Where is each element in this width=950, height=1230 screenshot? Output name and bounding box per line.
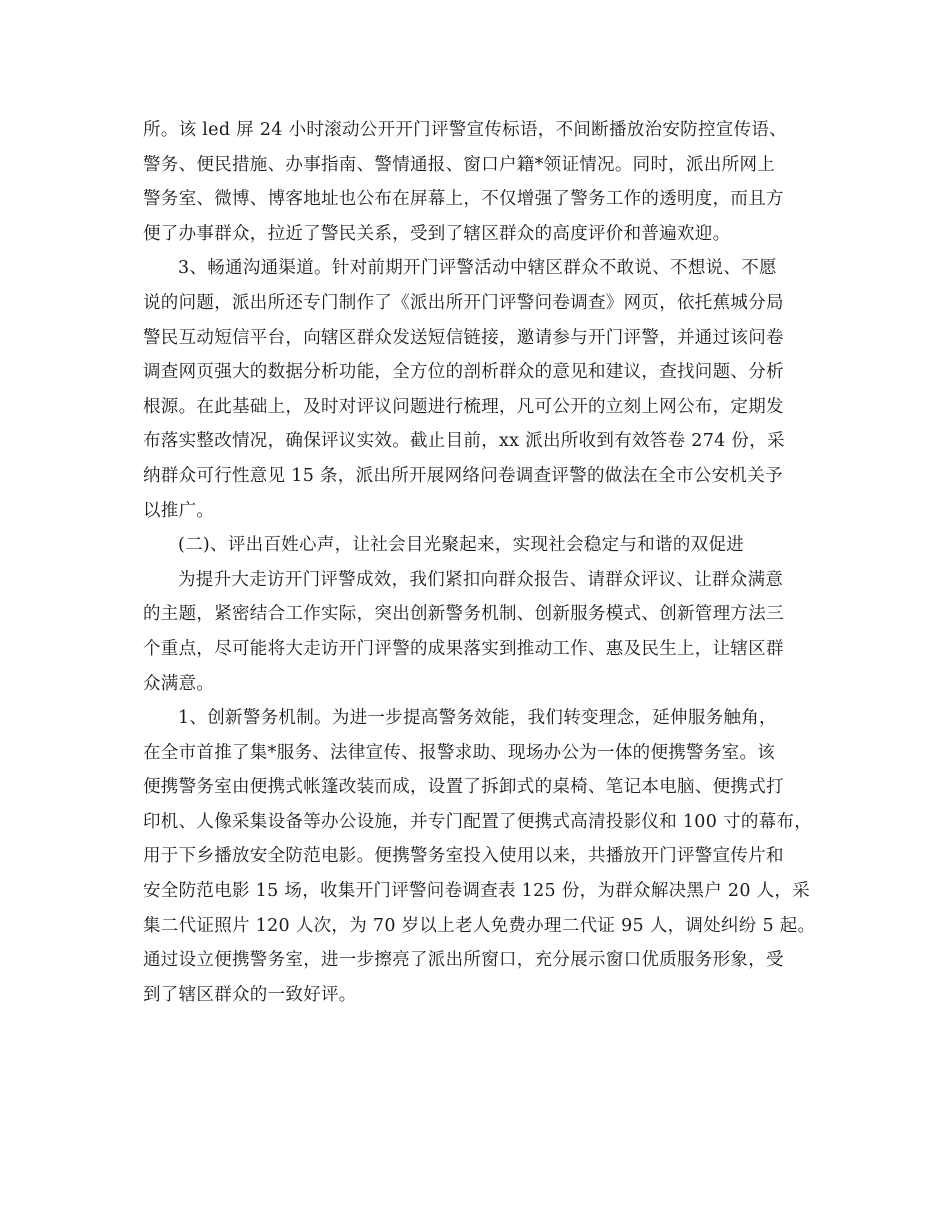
text-line: 为提升大走访开门评警成效，我们紧扣向群众报告、请群众评议、让群众满意 — [178, 569, 784, 590]
text-line: 1、创新警务机制。为进一步提高警务效能，我们转变理念，延伸服务触角， — [178, 708, 777, 729]
text-line: (二)、评出百姓心声，让社会目光聚起来，实现社会稳定与和谐的双促进 — [178, 535, 745, 556]
text-line: 便携警务室由便携式帐篷改装而成，设置了拆卸式的桌椅、笔记本电脑、便携式打 — [143, 777, 784, 798]
text-line: 众满意。 — [143, 673, 215, 694]
text-line: 调查网页强大的数据分析功能，全方位的剖析群众的意见和建议，查找问题、分析 — [143, 362, 784, 383]
text-line: 用于下乡播放安全防范电影。便携警务室投入使用以来，共播放开门评警宣传片和 — [143, 846, 784, 867]
text-line: 根源。在此基础上，及时对评议问题进行梳理，凡可公开的立刻上网公布，定期发 — [143, 396, 784, 417]
text-line: 所。该 led 屏 24 小时滚动公开开门评警宣传标语，不间断播放治安防控宣传语、 — [143, 120, 787, 140]
text-line: 通过设立便携警务室，进一步擦亮了派出所窗口，充分展示窗口优质服务形象，受 — [143, 950, 784, 971]
text-line: 便了办事群众，拉近了警民关系，受到了辖区群众的高度评价和普遍欢迎。 — [143, 223, 731, 244]
text-line: 到了辖区群众的一致好评。 — [143, 984, 357, 1005]
text-line: 安全防范电影 15 场，收集开门评警问卷调查表 125 份，为群众解决黑户 20 人，采 — [143, 881, 811, 902]
text-line: 警务、便民措施、办事指南、警情通报、窗口户籍*领证情况。同时，派出所网上 — [143, 154, 776, 175]
text-line: 警务室、微博、博客地址也公布在屏幕上，不仅增强了警务工作的透明度，而且方 — [143, 189, 784, 210]
text-line: 在全市首推了集*服务、法律宣传、报警求助、现场办公为一体的便携警务室。该 — [143, 742, 776, 763]
text-line: 说的问题，派出所还专门制作了《派出所开门评警问卷调查》网页，依托蕉城分局 — [143, 292, 784, 313]
text-line: 集二代证照片 120 人次，为 70 岁以上老人免费办理二代证 95 人，调处纠纷 5 起。 — [143, 915, 816, 936]
text-line: 个重点，尽可能将大走访开门评警的成果落实到推动工作、惠及民生上，让辖区群 — [143, 638, 784, 659]
text-line: 3、畅通沟通渠道。针对前期开门评警活动中辖区群众不敢说、不想说、不愿 — [178, 258, 777, 279]
document-body — [143, 113, 833, 1012]
text-line: 以推广。 — [143, 500, 215, 521]
text-line: 印机、人像采集设备等办公设施，并专门配置了便携式高清投影仪和 100 寸的幕布， — [143, 811, 813, 832]
text-line: 纳群众可行性意见 15 条，派出所开展网络问卷调查评警的做法在全市公安机关予 — [143, 465, 783, 486]
text-line: 的主题，紧密结合工作实际，突出创新警务机制、创新服务模式、创新管理方法三 — [143, 604, 784, 625]
text-line: 警民互动短信平台，向辖区群众发送短信链接，邀请参与开门评警，并通过该问卷 — [143, 327, 784, 348]
text-line: 布落实整改情况，确保评议实效。截止目前，xx 派出所收到有效答卷 274 份，采 — [143, 431, 785, 452]
